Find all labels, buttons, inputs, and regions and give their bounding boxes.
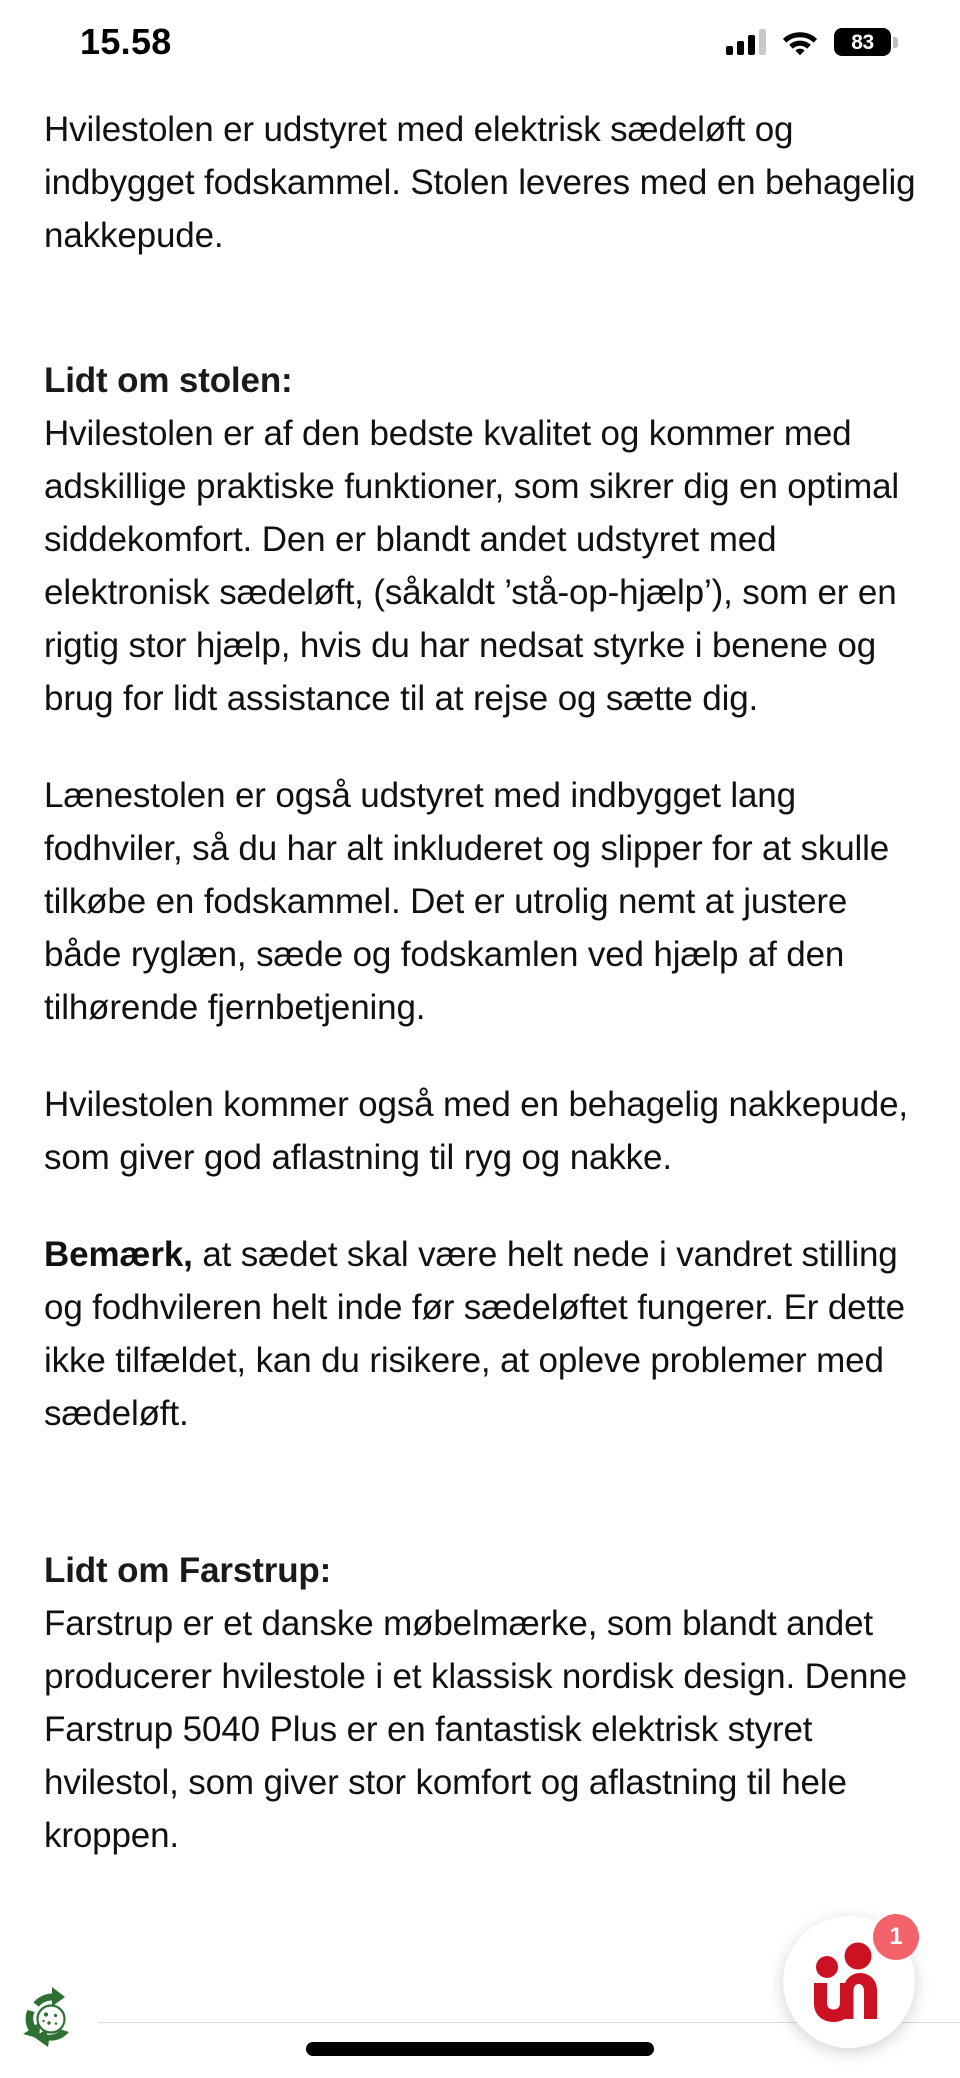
chat-unread-badge: 1 — [873, 1914, 919, 1960]
chair-paragraph-2: Lænestolen er også udstyret med indbygget lang fodhviler, så du har alt inkluderet og slipper for at skulle tilkøbe en fodskammel. Det er utrolig nemt at justere både ryglæn, sæde og fodskamlen ved hjælp af den tilhørende fjernbetjening. — [44, 776, 890, 1027]
home-indicator[interactable] — [306, 2042, 654, 2056]
status-bar — [0, 0, 960, 78]
cellular-signal-icon — [726, 29, 766, 55]
product-description-content — [0, 78, 960, 1862]
intro-paragraph: Hvilestolen er udstyret med elektrisk sædeløft og indbygget fodskammel. Stolen leveres med en behagelig nakkepude. — [44, 110, 916, 255]
chat-widget-button[interactable] — [783, 1916, 915, 2048]
battery-body — [834, 28, 891, 56]
chair-paragraph-3: Hvilestolen kommer også med en behagelig nakkepude, som giver god aflastning til ryg og nakke. — [44, 1085, 908, 1177]
section-heading-brand: Lidt om Farstrup: — [44, 1551, 332, 1590]
chair-note-paragraph — [44, 1228, 916, 1440]
cookie-settings-button[interactable] — [12, 1980, 90, 2058]
section-heading-chair: Lidt om stolen: — [44, 361, 293, 400]
brand-paragraph: Farstrup er et danske møbelmærke, som blandt andet producerer hvilestole i et klassisk nordisk design. Denne Farstrup 5040 Plus er en fantastisk elektrisk styret hvilestol, som giver stor komfort og aflastning til hele kroppen. — [44, 1604, 907, 1855]
cookie-recycle-icon — [12, 2045, 90, 2062]
battery-cap — [893, 37, 898, 48]
status-bar-time: 15.58 — [80, 21, 172, 62]
wifi-icon — [782, 29, 818, 56]
battery-level-text: 83 — [851, 30, 874, 54]
chair-paragraph-1: Hvilestolen er af den bedste kvalitet og kommer med adskillige praktiske funktioner, som sikrer dig en optimal siddekomfort. Den er blandt andet udstyret med elektronisk sædeløft, (såkaldt ’stå-op-hjælp’), som er en rigtig stor hjælp, hvis du har nedsat styrke i benene og brug for lidt assistance til at rejse og sætte dig. — [44, 414, 900, 718]
status-bar-icons — [726, 28, 898, 56]
battery-icon — [834, 28, 898, 56]
note-rest-text: at sædet skal være helt nede i vandret stilling og fodhvileren helt inde før sædeløftet fungerer. Er dette ikke tilfældet, kan du risikere, at opleve problemer med sædeløft. — [44, 1235, 905, 1433]
note-bold-lead: Bemærk, — [44, 1235, 193, 1274]
